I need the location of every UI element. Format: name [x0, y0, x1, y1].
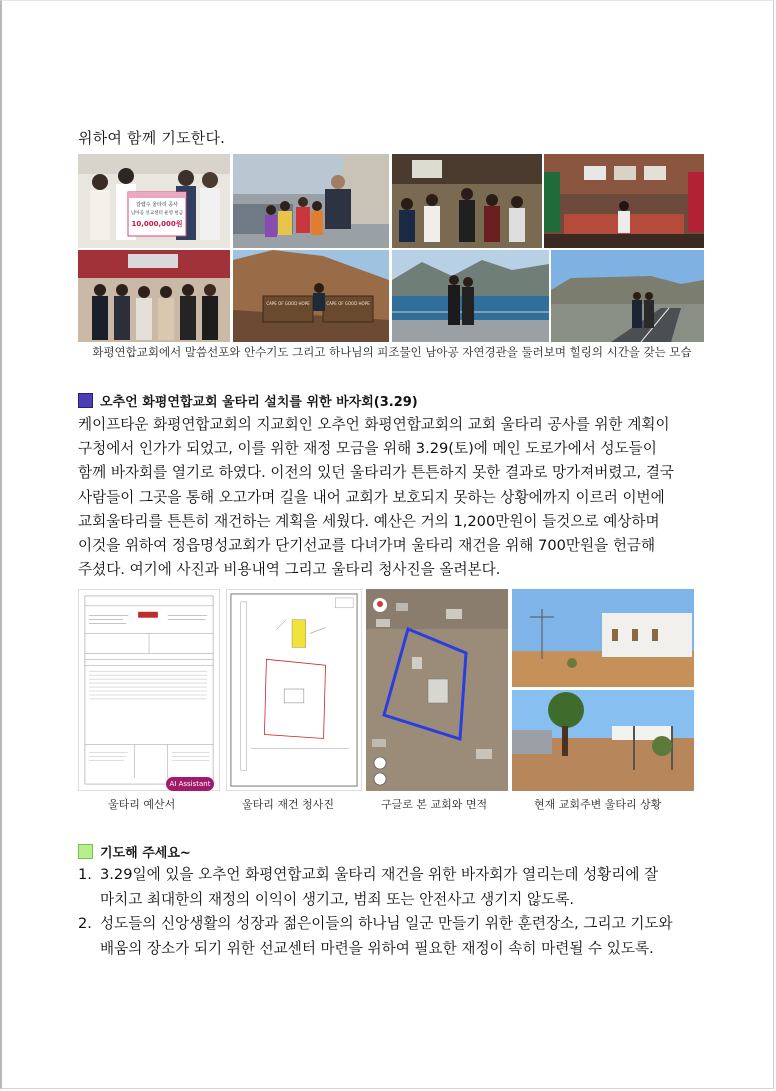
photo-fence-area — [512, 690, 694, 791]
green-square-icon — [78, 844, 93, 859]
section2-title: 기도해 주세요~ — [100, 846, 191, 861]
photo-church-service — [392, 154, 542, 248]
photo-harbor-couple — [392, 250, 549, 342]
photo-donation-ceremony — [78, 154, 230, 248]
figure-fence-blueprint — [226, 589, 362, 791]
purple-square-icon — [78, 393, 93, 408]
section1-line: 케이프타운 화평연합교회의 지교회인 오추언 화평연합교회의 교회 울타리 공사를 위한 계획이 — [78, 416, 670, 433]
sign-text-right: CAPE OF GOOD HOPE — [326, 301, 370, 306]
sign-text-left: CAPE OF GOOD HOPE — [266, 301, 310, 306]
top-photos-caption: 화평연합교회에서 말씀선포와 안수기도 그리고 하나님의 피조물인 남아공 자연경관을 둘러보며 힐링의 시간을 갖는 모습 — [92, 345, 692, 359]
figure-budget-document — [78, 589, 220, 791]
map-caption: 구글로 본 교회와 면적 — [381, 798, 488, 811]
section2-heading — [78, 842, 191, 861]
prayer-item-number: 2. — [78, 915, 92, 932]
photo-cape-of-good-hope — [233, 250, 389, 342]
section1-line: 이것을 위하여 정읍명성교회가 단기선교를 다녀가며 울타리 재건을 위해 700만원을 헌금해 — [78, 537, 656, 555]
photo-table-mountain — [551, 250, 704, 342]
prayer-item-line: 배움의 장소가 되기 위한 선교센터 마련을 위하여 필요한 재정이 속히 마련될 수 있도록. — [100, 939, 654, 957]
section1-line: 함께 바자회를 열기로 하였다. 이전의 있던 울타리가 튼튼하지 못한 결과로 망가져버렸고, 결국 — [78, 464, 675, 482]
blueprint-caption: 울타리 재건 청사진 — [242, 798, 335, 811]
section1-heading — [78, 391, 418, 410]
photo-church-stage — [544, 154, 704, 248]
figure-google-map — [366, 589, 508, 791]
section1-title: 오추언 화평연합교회 울타리 설치를 위한 바자회(3.29) — [100, 395, 418, 410]
prayer-item-line: 성도들의 신앙생활의 성장과 젊은이들의 하나님 일군 만들기 위한 훈련장소, 그리고 기도와 — [100, 915, 673, 932]
section1-line: 사람들이 그곳을 통해 오고가며 길을 내어 교회가 보호되지 못하는 상황에까지 이르러 이번에 — [78, 488, 665, 506]
prayer-item — [78, 912, 718, 961]
prayer-item — [78, 863, 718, 912]
sign-line2: 남아공 선교센터 운영 헌금 — [130, 211, 184, 216]
sign-line1: 갈렘수 울타리 공사 — [136, 202, 178, 208]
ai-assistant-button[interactable]: AI Assistant — [166, 777, 214, 791]
prayer-item-line: 3.29일에 있을 오추언 화평연합교회 울타리 재건을 위한 바자회가 열리는데 성황리에 잘 — [100, 866, 659, 883]
prayer-item-line: 마치고 최대한의 재정의 이익이 생기고, 범죄 또는 안전사고 생기지 않도록. — [100, 890, 574, 908]
section1-line: 주셨다. 여기에 사진과 비용내역 그리고 울타리 청사진을 올려본다. — [78, 561, 501, 579]
section1-line: 교회울타리를 튼튼히 재건하는 계획을 세웠다. 예산은 거의 1,200만원이 들것으로 예상하며 — [78, 512, 660, 530]
budget-caption: 울타리 예산서 — [108, 798, 176, 811]
prayer-item-number: 1. — [78, 866, 92, 883]
photo-church-building — [512, 589, 694, 687]
photo-group-indoor — [78, 250, 230, 342]
photo-street-children — [233, 154, 389, 248]
status-caption: 현재 교회주변 울타리 상황 — [534, 798, 662, 811]
sign-amount: 10,000,000원 — [131, 220, 183, 228]
section1-line: 구청에서 인가가 되었고, 이를 위한 재정 모금을 위해 3.29(토)에 메인 도로가에서 성도들이 — [78, 440, 657, 458]
intro-text: 위하여 함께 기도한다. — [78, 129, 226, 147]
section1-paragraph — [78, 413, 708, 582]
prayer-list — [78, 863, 718, 961]
